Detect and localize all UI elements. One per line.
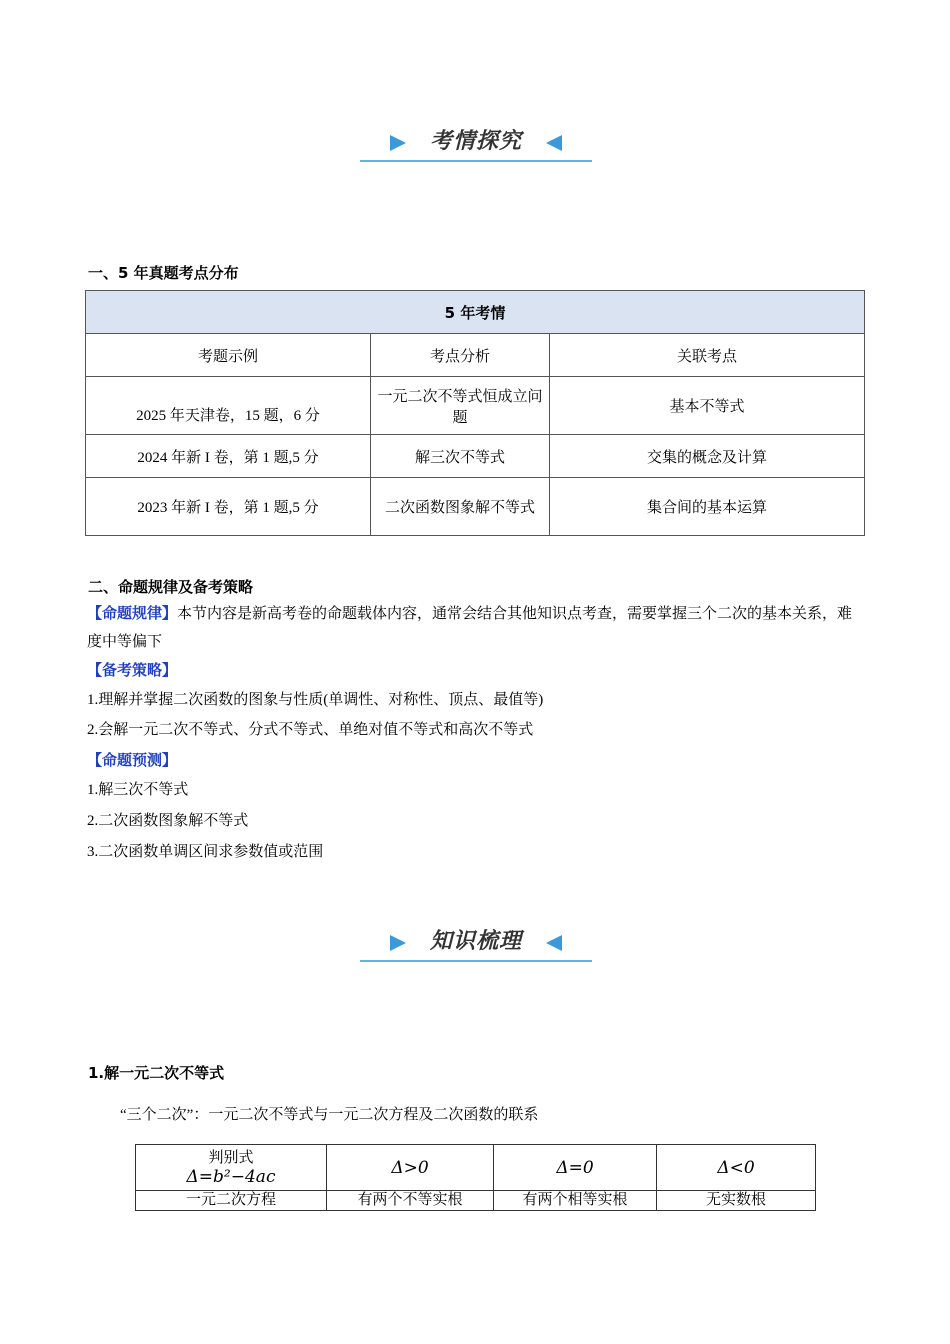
case-header: Δ=0 (494, 1145, 657, 1191)
section2-heading: 二、命题规律及备考策略 (88, 578, 254, 596)
section-banner-exam (360, 126, 592, 162)
row-label: 一元二次方程 (136, 1191, 327, 1211)
strategy-tag: 【备考策略】 (87, 661, 178, 679)
section3-heading: 1.解一元二次不等式 (88, 1064, 225, 1082)
strategy-tag-line (87, 656, 867, 685)
table-cell: 有两个相等实根 (494, 1191, 657, 1211)
exam-distribution-table (85, 290, 865, 536)
table-cell: 集合间的基本运算 (550, 478, 865, 536)
strategy-item: 1.理解并掌握二次函数的图象与性质(单调性、对称性、顶点、最值等) (87, 692, 544, 708)
forecast-item: 2.二次函数图象解不等式 (87, 813, 249, 829)
column-header: 考题示例 (86, 334, 371, 377)
column-header: 关联考点 (550, 334, 865, 377)
table-cell: 交集的概念及计算 (550, 435, 865, 478)
case-header: Δ>0 (327, 1145, 494, 1191)
table-cell: 二次函数图象解不等式 (371, 478, 550, 536)
section-banner-knowledge (360, 926, 592, 962)
table-row (86, 478, 865, 536)
discriminant-formula: Δ=b²−4ac (186, 1166, 276, 1187)
rule-text: 本节内容是新高考卷的命题载体内容，通常会结合其他知识点考查，需要掌握三个二次的基本关系，难度中等偏下 (87, 606, 853, 650)
column-header: 考点分析 (371, 334, 550, 377)
reverse-arrow-icon (546, 135, 562, 151)
case-header: Δ<0 (657, 1145, 816, 1191)
forecast-tag-line (87, 746, 867, 775)
forecast-tag: 【命题预测】 (87, 751, 178, 769)
discriminant-label: 判别式 (208, 1149, 254, 1166)
table-cell (86, 377, 371, 435)
table-cell: 解三次不等式 (371, 435, 550, 478)
rule-tag: 【命题规律】 (87, 604, 178, 622)
rule-paragraph (87, 599, 867, 656)
table-cell: 2024 年新 I 卷，第 1 题,5 分 (86, 435, 371, 478)
discriminant-header-cell (136, 1145, 327, 1191)
table-caption: 5 年考情 (86, 291, 865, 334)
table-cell: 有两个不等实根 (327, 1191, 494, 1211)
forecast-item: 1.解三次不等式 (87, 782, 189, 798)
table-cell: 无实数根 (657, 1191, 816, 1211)
discriminant-table (135, 1144, 816, 1211)
table-cell: 基本不等式 (550, 377, 865, 435)
strategy-item: 2.会解一元二次不等式、分式不等式、单绝对值不等式和高次不等式 (87, 722, 534, 738)
banner-underline (360, 960, 592, 962)
banner-title: 考情探究 (429, 129, 522, 154)
forecast-item: 3.二次函数单调区间求参数值或范围 (87, 844, 324, 860)
table-row (86, 377, 865, 435)
cell-text: 2025 年天津卷，15 题，6 分 (136, 408, 320, 424)
banner-underline (360, 160, 592, 162)
table-cell: 一元二次不等式恒成立问题 (371, 377, 550, 435)
table-row (86, 435, 865, 478)
table-row (136, 1191, 816, 1211)
table-cell: 2023 年新 I 卷，第 1 题,5 分 (86, 478, 371, 536)
intro-text: “三个二次”：一元二次不等式与一元二次方程及二次函数的联系 (120, 1107, 539, 1123)
section1-heading: 一、5 年真题考点分布 (88, 264, 239, 282)
banner-title: 知识梳理 (429, 929, 522, 954)
reverse-arrow-icon (546, 935, 562, 951)
